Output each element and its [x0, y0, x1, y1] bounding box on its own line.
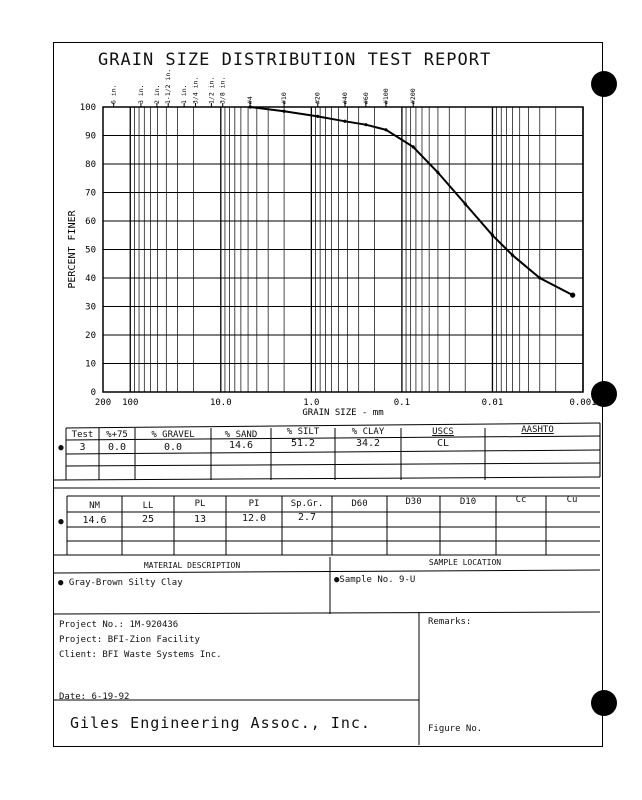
- sieve-label: 1 in.: [180, 84, 189, 104]
- table1-header-sand: % SAND: [224, 430, 258, 440]
- table2-header-spgr: Sp.Gr.: [290, 499, 324, 509]
- project-number: Project No.: 1M-920436: [59, 620, 179, 630]
- sample-location-text: Sample No. 9-U: [339, 575, 416, 585]
- table1-header-gravel: % GRAVEL: [151, 430, 195, 440]
- table2-header-d60: D60: [351, 499, 368, 509]
- table2-header-pl: PL: [194, 499, 206, 509]
- table2-cell-ll: 25: [141, 514, 155, 525]
- sieve-label: 3/8 in.: [218, 76, 227, 104]
- sieve-label: 3 in.: [136, 84, 145, 104]
- table1-cell-silt: 51.2: [290, 438, 316, 449]
- y-tick-label: 20: [85, 331, 96, 341]
- table1-cell-plus75: 0.0: [107, 442, 127, 453]
- table1-cell-uscs: CL: [436, 438, 450, 449]
- y-tick-label: 80: [85, 160, 96, 170]
- table1-cell-gravel: 0.0: [163, 442, 183, 453]
- table2-header-d10: D10: [459, 497, 477, 507]
- table1-cell-clay: 34.2: [355, 438, 381, 449]
- y-tick-label: 50: [85, 245, 96, 256]
- x-axis-label: GRAIN SIZE - mm: [302, 408, 384, 418]
- sieve-label: #4: [246, 96, 255, 104]
- sieve-label: 1-1/2 in.: [164, 68, 173, 104]
- table2-header-d30: D30: [405, 497, 422, 507]
- table1-header-test: Test: [71, 430, 94, 440]
- figure-number-label: Figure No.: [428, 724, 483, 734]
- material-description-text: Gray-Brown Silty Clay: [68, 578, 183, 588]
- remarks-label: Remarks:: [428, 617, 472, 627]
- table1-header-aashto: AASHTO: [521, 425, 554, 435]
- sample-location-item: ●Sample No. 9-U: [334, 575, 416, 585]
- table2-header-pi: PI: [248, 499, 260, 509]
- project-date: Date: 6-19-92: [59, 692, 130, 702]
- x-tick-label: 1.0: [303, 398, 320, 408]
- y-axis-label: PERCENT FINER: [67, 210, 78, 289]
- table1-header-uscs: USCS: [432, 427, 454, 437]
- table1-row-bullet: ●: [58, 443, 64, 453]
- table1-header-clay: % CLAY: [351, 427, 385, 437]
- project-client: Client: BFI Waste Systems Inc.: [59, 650, 222, 660]
- project-name: Project: BFI-Zion Facility: [59, 635, 200, 645]
- sieve-label: #10: [280, 92, 289, 104]
- sieve-label: 3/4 in.: [191, 76, 200, 104]
- y-tick-label: 70: [85, 188, 96, 199]
- table2-header-nm: NM: [89, 501, 100, 511]
- company-name: Giles Engineering Assoc., Inc.: [70, 714, 371, 732]
- sieve-label: 2 in.: [152, 84, 161, 104]
- x-tick-label: 100: [122, 398, 139, 408]
- y-tick-label: 40: [85, 274, 96, 284]
- x-tick-label: 0.01: [481, 398, 504, 408]
- sieve-label: 6 in.: [109, 84, 118, 104]
- sieve-label: 1/2 in.: [207, 76, 216, 104]
- material-description-header: MATERIAL DESCRIPTION: [143, 561, 241, 570]
- x-tick-label: 0.001: [569, 398, 597, 408]
- table2-cell-spgr: 2.7: [297, 512, 317, 523]
- x-tick-label: 10.0: [209, 398, 232, 408]
- table2-header-cu: Cu: [566, 495, 578, 505]
- table1-header-plus75: %+75: [106, 430, 128, 440]
- table1-header-silt: % SILT: [286, 427, 320, 437]
- table2-cell-pi: 12.0: [241, 513, 267, 524]
- table2-header-ll: LL: [142, 501, 154, 511]
- sieve-label: #20: [313, 92, 322, 104]
- sample-location-header: SAMPLE LOCATION: [428, 558, 502, 567]
- material-description-item: ● Gray-Brown Silty Clay: [58, 578, 183, 588]
- sieve-label: #200: [409, 88, 418, 104]
- y-tick-label: 10: [85, 359, 96, 370]
- table2-cell-nm: 14.6: [82, 515, 107, 526]
- table1-cell-sand: 14.6: [228, 440, 254, 451]
- table2-cell-pl: 13: [193, 514, 207, 525]
- sieve-label: #100: [381, 88, 390, 104]
- y-tick-label: 100: [79, 103, 96, 113]
- table2-header-cc: Cc: [515, 495, 527, 505]
- x-tick-label: 0.1: [393, 398, 411, 408]
- x-tick-label: 200: [94, 398, 112, 408]
- y-tick-label: 0: [90, 388, 96, 398]
- y-tick-label: 60: [85, 217, 96, 227]
- y-tick-label: 30: [85, 302, 96, 313]
- y-tick-label: 90: [85, 131, 96, 142]
- table1-cell-test: 3: [79, 442, 86, 453]
- table2-row-bullet: ●: [58, 517, 64, 527]
- sieve-label: #40: [341, 92, 350, 104]
- sieve-label: #60: [361, 92, 370, 104]
- report-title: GRAIN SIZE DISTRIBUTION TEST REPORT: [98, 50, 492, 70]
